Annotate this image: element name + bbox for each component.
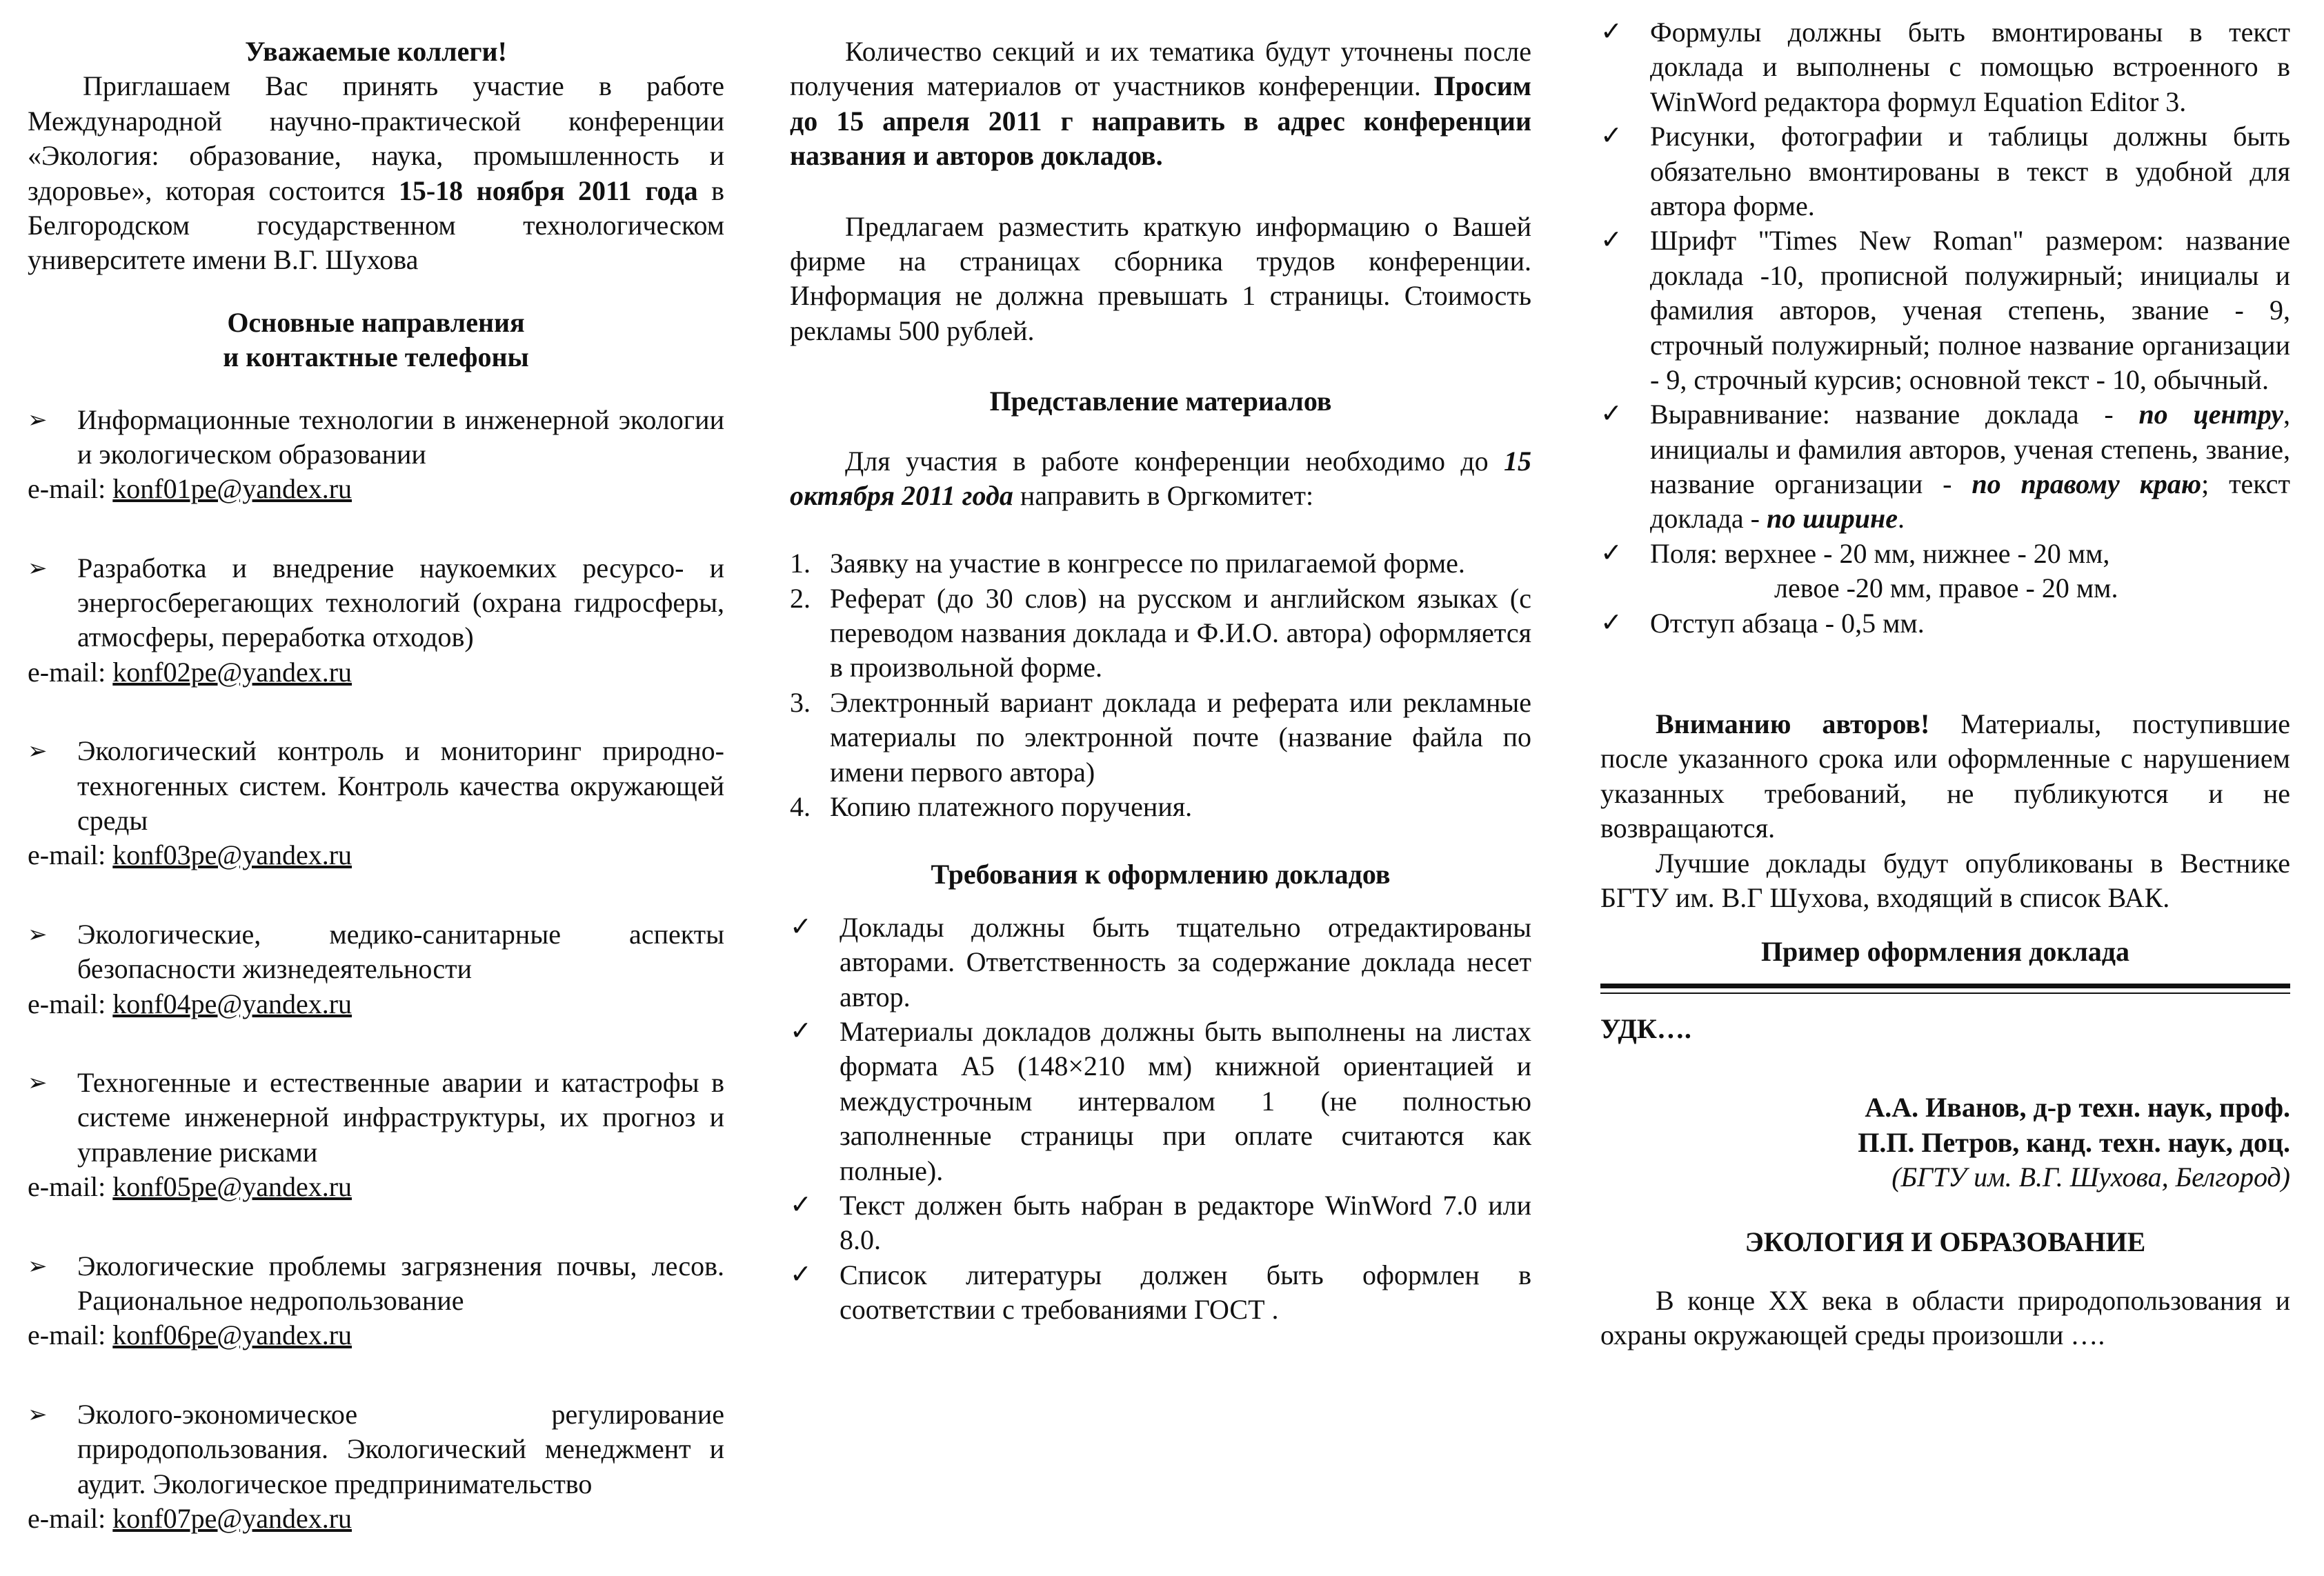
column-middle [790,34,1531,1328]
conference-dates: 15-18 ноября 2011 года [398,174,698,206]
email-link[interactable]: konf04pe@yandex.ru [112,988,352,1019]
direction-item: ➢ Эколого-экономическое регулирование природопользования. Экологический менеджмент и аудит. Экологическое предпринимательство e-mail: konf07pe@yandex.ru [28,1398,724,1534]
list-item: ✓ Отступ абзаца - 0,5 мм. [1600,606,1925,639]
direction-item: ➢ Экологический контроль и мониторинг природно-техногенных систем. Контроль качества окружающей среды e-mail: konf03pe@yandex.ru [28,735,724,871]
arrow-bullet-icon: ➢ [28,1400,48,1428]
direction-item: ➢ Информационные технологии в инженерной экологии и экологическом образовании e-mail: konf01pe@yandex.ru [28,403,724,505]
list-item: 4. Копию платежного поручения. [790,791,1193,823]
arrow-bullet-icon: ➢ [28,406,48,434]
checkmark-icon: ✓ [1600,224,1622,255]
list-item: ✓ Выравнивание: название доклада - по центру, инициалы и фамилия авторов, ученая степень, звание, название организации - по правому краю; текст доклада - по ширине. [1600,398,2290,535]
attention-paragraph: Вниманию авторов! Материалы, поступившие после указанного срока или оформленные с нарушением указанных требований, не публикуются и не возвращаются. [1600,708,2290,844]
author-line: П.П. Петров, канд. техн. наук, доц. [1858,1126,2290,1158]
paper-body: В конце ХХ века в области природопользования и охраны окружающей среды произошли …. [1600,1284,2290,1351]
list-item: ✓ Формулы должны быть вмонтированы в текст доклада и выполнены с помощью встроенного в WinWord редактора формул Equation Editor 3. [1600,16,2290,117]
arrow-bullet-icon: ➢ [28,1252,48,1280]
arrow-bullet-icon: ➢ [28,554,48,582]
materials-paragraph: Для участия в работе конференции необходимо до 15 октября 2011 года направить в Оргкомитет: [790,445,1531,511]
list-item: ✓ Поля: верхнее - 20 мм, нижнее - 20 мм, левое -20 мм, правое - 20 мм. [1600,537,2118,604]
checkmark-icon: ✓ [1600,537,1622,568]
list-item: ✓ Материалы докладов должны быть выполнены на листах формата А5 (148×210 мм) книжной ориентацией и междустрочным интервалом 1 (не полностью заполненные страницы при оплате считаются как полные). [790,1015,1531,1186]
email-link[interactable]: konf07pe@yandex.ru [112,1502,352,1534]
list-item: ✓ Рисунки, фотографии и таблицы должны быть обязательно вмонтированы в текст в удобной для автора форме. [1600,120,2290,221]
email-link[interactable]: konf02pe@yandex.ru [112,656,352,688]
intro-paragraph: Приглашаем Вас принять участие в работе Международной научно-практической конференции «Экология: образование, наука, промышленность и здоровье», которая состоится 15-18 ноября 2011 года в Белгородском государственном технологическом университете имени В.Г. Шухова [28,70,725,276]
paper-title: ЭКОЛОГИЯ И ОБРАЗОВАНИЕ [1745,1226,2146,1258]
column-left [28,34,724,1536]
greeting: Уважаемые коллеги! [245,36,507,67]
organization-line: (БГТУ им. В.Г. Шухова, Белгород) [1891,1161,2290,1193]
direction-item: ➢ Разработка и внедрение наукоемких ресурсо- и энергосберегающих технологий (охрана гидросферы, атмосферы, переработка отходов) e-mail: konf02pe@yandex.ru [28,552,724,688]
best-papers-paragraph: Лучшие доклады будут опубликованы в Вестнике БГТУ им. В.Г Шухова, входящий в список ВАК. [1600,847,2290,913]
list-item: 1. Заявку на участие в конгрессе по прилагаемой форме. [790,548,1465,579]
list-item: ✓ Доклады должны быть тщательно отредактированы авторами. Ответственность за содержание доклада несет автор. [790,910,1531,1013]
divider [1600,993,2290,994]
directions-list [28,403,724,1537]
checkmark-icon: ✓ [790,1258,812,1289]
advertising-paragraph: Предлагаем разместить краткую информацию о Вашей фирме на страницах сборника трудов конференции. Информация не должна превышать 1 страницы. Стоимость рекламы 500 рублей. [790,210,1531,346]
email-link[interactable]: konf05pe@yandex.ru [112,1171,352,1203]
checkmark-icon: ✓ [790,1015,812,1046]
materials-heading: Представление материалов [989,386,1332,417]
direction-item: ➢ Экологические, медико-санитарные аспекты безопасности жизнедеятельности e-mail: konf04pe@yandex.ru [28,918,724,1019]
directions-heading: Основные направления и контактные телефоны [223,306,529,373]
direction-item: ➢ Техногенные и естественные аварии и катастрофы в системе инженерной инфраструктуры, их прогноз и управление рисками e-mail: konf05pe@yandex.ru [28,1066,724,1203]
checkmark-icon: ✓ [1600,398,1622,429]
list-item: 2. Реферат (до 30 слов) на русском и английском языках (с переводом названия доклада и Ф.И.О. автора) оформляется в произвольной форме. [790,582,1531,684]
example-heading: Пример оформления доклада [1760,936,2130,968]
requirements-list [790,910,1531,1328]
email-link[interactable]: konf03pe@yandex.ru [112,839,352,871]
list-item: 3. Электронный вариант доклада и реферата или рекламные материалы по электронной почте (название файла по имени первого автора) [790,686,1531,788]
arrow-bullet-icon: ➢ [28,737,48,766]
arrow-bullet-icon: ➢ [28,1068,48,1097]
direction-item: ➢ Экологические проблемы загрязнения почвы, лесов. Рациональное недропользование e-mail: konf06pe@yandex.ru [28,1250,724,1351]
checkmark-icon: ✓ [1600,606,1622,637]
checkmark-icon: ✓ [1600,16,1622,46]
materials-list [790,546,1531,824]
udk-label: УДК…. [1600,1013,1691,1044]
checkmark-icon: ✓ [790,910,812,941]
checkmark-icon: ✓ [1600,120,1622,151]
arrow-bullet-icon: ➢ [28,920,48,948]
deadline-date: 15 октября 2011 года [790,445,1531,511]
email-link[interactable]: konf06pe@yandex.ru [112,1319,352,1351]
list-item: ✓ Список литературы должен быть оформлен в соответствии с требованиями ГОСТ . [790,1258,1531,1326]
list-item: ✓ Текст должен быть набран в редакторе WinWord 7.0 или 8.0. [790,1188,1531,1256]
author-line: А.А. Иванов, д-р техн. наук, проф. [1865,1092,2290,1124]
email-link[interactable]: konf01pe@yandex.ru [112,473,352,505]
column-right [1600,15,2290,1353]
divider [1600,984,2290,988]
checkmark-icon: ✓ [790,1188,812,1219]
sections-paragraph: Количество секций и их тематика будут уточнены после получения материалов от участников конференции. Просим до 15 апреля 2011 г направить в адрес конференции названия и авторов докладов. [790,36,1531,172]
list-item: ✓ Шрифт "Times New Roman" размером: название доклада -10, прописной полужирный; инициалы и фамилия авторов, ученая степень, звание - 9, строчный полужирный; полное название организации - 9, строчный курсив; основной текст - 10, обычный. [1600,224,2290,395]
requirements-heading: Требования к оформлению докладов [931,859,1391,890]
format-requirements-list [1600,15,2290,641]
